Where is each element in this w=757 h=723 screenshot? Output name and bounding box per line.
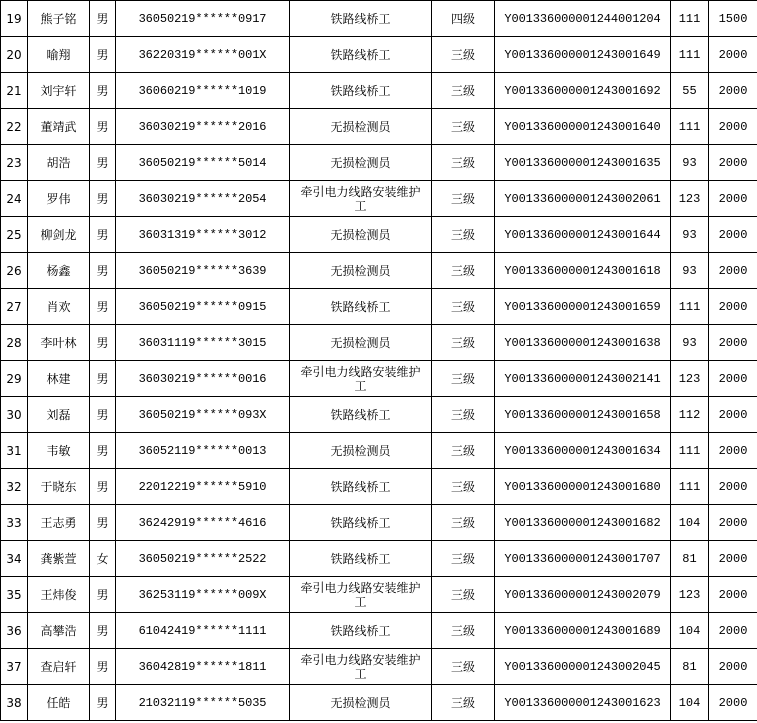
id-number-cell: 21032119******5035	[116, 685, 290, 721]
occupation-label: 铁路线桥工	[330, 83, 391, 98]
table-row	[1, 109, 757, 145]
name-cell: 柳剑龙	[28, 217, 90, 253]
gender-cell: 男	[90, 505, 116, 541]
id-number-cell: 36242919******4616	[116, 505, 290, 541]
table-row	[1, 253, 757, 289]
table-row	[1, 73, 757, 109]
certificate-number-cell: Y001336000001243001658	[495, 397, 671, 433]
score-cell: 93	[671, 145, 709, 181]
occupation-cell	[290, 289, 432, 325]
amount-cell: 2000	[709, 37, 757, 73]
skill-level-cell: 三级	[432, 577, 495, 613]
name-cell: 龚紫萱	[28, 541, 90, 577]
table-row	[1, 145, 757, 181]
occupation-cell	[290, 613, 432, 649]
gender-cell: 男	[90, 217, 116, 253]
gender-cell: 男	[90, 325, 116, 361]
row-number-cell: 26	[1, 253, 28, 289]
score-cell: 112	[671, 397, 709, 433]
occupation-cell	[290, 73, 432, 109]
occupation-label: 牵引电力线路安装维护工	[300, 364, 421, 393]
skill-level-cell: 三级	[432, 289, 495, 325]
certificate-number-cell: Y001336000001243001692	[495, 73, 671, 109]
occupation-cell	[290, 325, 432, 361]
occupation-label: 铁路线桥工	[330, 299, 391, 314]
amount-cell: 2000	[709, 289, 757, 325]
name-cell: 于晓东	[28, 469, 90, 505]
row-number-cell: 22	[1, 109, 28, 145]
table-row	[1, 541, 757, 577]
name-cell: 王炜俊	[28, 577, 90, 613]
id-number-cell: 36031119******3015	[116, 325, 290, 361]
gender-cell: 男	[90, 685, 116, 721]
id-number-cell: 36050219******3639	[116, 253, 290, 289]
occupation-label: 牵引电力线路安装维护工	[300, 652, 421, 681]
name-cell: 杨鑫	[28, 253, 90, 289]
id-number-cell: 22012219******5910	[116, 469, 290, 505]
row-number-cell: 36	[1, 613, 28, 649]
skill-level-cell: 三级	[432, 217, 495, 253]
row-number-cell: 32	[1, 469, 28, 505]
table-body	[1, 1, 757, 721]
certificate-number-cell: Y001336000001243001644	[495, 217, 671, 253]
certificate-number-cell: Y00133600000124400120​4	[495, 1, 671, 37]
occupation-label: 牵引电力线路安装维护工	[300, 580, 421, 609]
name-cell: 刘宇轩	[28, 73, 90, 109]
certificate-number-cell: Y001336000001243002141	[495, 361, 671, 397]
row-number-cell: 19	[1, 1, 28, 37]
occupation-cell	[290, 505, 432, 541]
score-cell: 81	[671, 649, 709, 685]
gender-cell: 男	[90, 361, 116, 397]
gender-cell: 男	[90, 181, 116, 217]
name-cell: 刘磊	[28, 397, 90, 433]
certificate-number-cell: Y001336000001243001623	[495, 685, 671, 721]
occupation-cell	[290, 181, 432, 217]
occupation-label: 无损检测员	[330, 335, 391, 350]
occupation-label: 铁路线桥工	[330, 551, 391, 566]
certificate-number-cell: Y001336000001243001649	[495, 37, 671, 73]
amount-cell: 2000	[709, 685, 757, 721]
id-number-cell: 36030219******2016	[116, 109, 290, 145]
gender-cell: 男	[90, 469, 116, 505]
skill-level-cell: 三级	[432, 469, 495, 505]
amount-cell: 1500	[709, 1, 757, 37]
occupation-cell	[290, 1, 432, 37]
amount-cell: 2000	[709, 577, 757, 613]
amount-cell: 2000	[709, 217, 757, 253]
gender-cell: 男	[90, 397, 116, 433]
score-cell: 123	[671, 361, 709, 397]
gender-cell: 男	[90, 1, 116, 37]
table-row	[1, 577, 757, 613]
row-number-cell: 20	[1, 37, 28, 73]
occupation-cell	[290, 649, 432, 685]
table-row	[1, 325, 757, 361]
id-number-cell: 36042819******1811	[116, 649, 290, 685]
skill-level-cell: 三级	[432, 541, 495, 577]
skill-level-cell: 三级	[432, 433, 495, 469]
occupation-cell	[290, 253, 432, 289]
name-cell: 胡浩	[28, 145, 90, 181]
gender-cell: 男	[90, 109, 116, 145]
id-number-cell: 36220319******001X	[116, 37, 290, 73]
id-number-cell: 36060219******1019	[116, 73, 290, 109]
skill-level-cell: 三级	[432, 109, 495, 145]
score-cell: 123	[671, 181, 709, 217]
name-cell: 查启轩	[28, 649, 90, 685]
skill-level-cell: 三级	[432, 361, 495, 397]
row-number-cell: 29	[1, 361, 28, 397]
occupation-label: 无损检测员	[330, 155, 391, 170]
occupation-label: 铁路线桥工	[330, 479, 391, 494]
id-number-cell: 36052119******0013	[116, 433, 290, 469]
skill-level-cell: 三级	[432, 37, 495, 73]
certificate-number-cell: Y001336000001243001634	[495, 433, 671, 469]
id-number-cell: 36253119******009X	[116, 577, 290, 613]
skill-level-cell: 三级	[432, 685, 495, 721]
occupation-cell	[290, 577, 432, 613]
skill-level-cell: 三级	[432, 613, 495, 649]
certificate-number-cell: Y001336000001243001682	[495, 505, 671, 541]
id-number-cell: 36050219******0915	[116, 289, 290, 325]
name-cell: 喻翔	[28, 37, 90, 73]
row-number-cell: 30	[1, 397, 28, 433]
amount-cell: 2000	[709, 649, 757, 685]
amount-cell: 2000	[709, 145, 757, 181]
name-cell: 高攀浩	[28, 613, 90, 649]
occupation-cell	[290, 109, 432, 145]
row-number-cell: 28	[1, 325, 28, 361]
row-number-cell: 24	[1, 181, 28, 217]
occupation-label: 铁路线桥工	[330, 11, 391, 26]
score-cell: 55	[671, 73, 709, 109]
table-row	[1, 469, 757, 505]
occupation-cell	[290, 217, 432, 253]
certificate-number-cell: Y001336000001243002061	[495, 181, 671, 217]
gender-cell: 男	[90, 253, 116, 289]
score-cell: 93	[671, 325, 709, 361]
skill-level-cell: 三级	[432, 73, 495, 109]
occupation-label: 无损检测员	[330, 263, 391, 278]
table-row	[1, 433, 757, 469]
gender-cell: 男	[90, 649, 116, 685]
id-number-cell: 36031319******3012	[116, 217, 290, 253]
table-row	[1, 217, 757, 253]
occupation-cell	[290, 397, 432, 433]
row-number-cell: 33	[1, 505, 28, 541]
score-cell: 111	[671, 469, 709, 505]
row-number-cell: 25	[1, 217, 28, 253]
certificate-number-cell: Y001336000001243001659	[495, 289, 671, 325]
score-cell: 104	[671, 613, 709, 649]
gender-cell: 男	[90, 613, 116, 649]
certificate-number-cell: Y001336000001243002045	[495, 649, 671, 685]
score-cell: 111	[671, 109, 709, 145]
gender-cell: 男	[90, 289, 116, 325]
certificate-number-cell: Y001336000001243001618	[495, 253, 671, 289]
row-number-cell: 23	[1, 145, 28, 181]
skill-level-cell: 三级	[432, 505, 495, 541]
name-cell: 林建	[28, 361, 90, 397]
id-number-cell: 61042419******1111	[116, 613, 290, 649]
gender-cell: 男	[90, 577, 116, 613]
skill-level-cell: 三级	[432, 253, 495, 289]
gender-cell: 男	[90, 73, 116, 109]
skill-level-cell: 三级	[432, 397, 495, 433]
amount-cell: 2000	[709, 325, 757, 361]
score-cell: 81	[671, 541, 709, 577]
amount-cell: 2000	[709, 397, 757, 433]
certificate-number-cell: Y001336000001243002079	[495, 577, 671, 613]
occupation-label: 无损检测员	[330, 443, 391, 458]
row-number-cell: 38	[1, 685, 28, 721]
amount-cell: 2000	[709, 109, 757, 145]
amount-cell: 2000	[709, 181, 757, 217]
certificate-number-cell: Y001336000001243001689	[495, 613, 671, 649]
skill-level-cell: 三级	[432, 145, 495, 181]
score-cell: 111	[671, 433, 709, 469]
occupation-label: 无损检测员	[330, 119, 391, 134]
occupation-cell	[290, 469, 432, 505]
name-cell: 王志勇	[28, 505, 90, 541]
name-cell: 罗伟	[28, 181, 90, 217]
occupation-cell	[290, 145, 432, 181]
row-number-cell: 37	[1, 649, 28, 685]
certificate-number-cell: Y001336000001243001640	[495, 109, 671, 145]
score-cell: 111	[671, 289, 709, 325]
name-cell: 李叶林	[28, 325, 90, 361]
amount-cell: 2000	[709, 73, 757, 109]
occupation-label: 无损检测员	[330, 695, 391, 710]
amount-cell: 2000	[709, 361, 757, 397]
id-number-cell: 36050219******093X	[116, 397, 290, 433]
table-row	[1, 613, 757, 649]
score-cell: 123	[671, 577, 709, 613]
id-number-cell: 36030219******2054	[116, 181, 290, 217]
id-number-cell: 36050219******0917	[116, 1, 290, 37]
occupation-cell	[290, 433, 432, 469]
amount-cell: 2000	[709, 505, 757, 541]
id-number-cell: 36050219******2522	[116, 541, 290, 577]
row-number-cell: 27	[1, 289, 28, 325]
score-cell: 104	[671, 505, 709, 541]
table-row	[1, 37, 757, 73]
score-cell: 93	[671, 253, 709, 289]
skill-level-cell: 三级	[432, 325, 495, 361]
row-number-cell: 21	[1, 73, 28, 109]
score-cell: 111	[671, 37, 709, 73]
occupation-label: 铁路线桥工	[330, 47, 391, 62]
gender-cell: 男	[90, 145, 116, 181]
name-cell: 任皓	[28, 685, 90, 721]
gender-cell: 男	[90, 433, 116, 469]
name-cell: 董靖武	[28, 109, 90, 145]
occupation-cell	[290, 361, 432, 397]
occupation-label: 牵引电力线路安装维护工	[300, 184, 421, 213]
table-row	[1, 505, 757, 541]
amount-cell: 2000	[709, 469, 757, 505]
table-row	[1, 1, 757, 37]
occupation-label: 无损检测员	[330, 227, 391, 242]
gender-cell: 男	[90, 37, 116, 73]
score-cell: 111	[671, 1, 709, 37]
row-number-cell: 34	[1, 541, 28, 577]
certificate-number-cell: Y001336000001243001680	[495, 469, 671, 505]
occupation-label: 铁路线桥工	[330, 623, 391, 638]
occupation-label: 铁路线桥工	[330, 515, 391, 530]
name-cell: 熊子铭	[28, 1, 90, 37]
skill-level-cell: 三级	[432, 181, 495, 217]
amount-cell: 2000	[709, 433, 757, 469]
certificate-number-cell: Y001336000001243001707	[495, 541, 671, 577]
amount-cell: 2000	[709, 613, 757, 649]
id-number-cell: 36030219******0016	[116, 361, 290, 397]
name-cell: 韦敏	[28, 433, 90, 469]
occupation-cell	[290, 685, 432, 721]
table-row	[1, 649, 757, 685]
table-row	[1, 397, 757, 433]
certificate-number-cell: Y001336000001243001635	[495, 145, 671, 181]
gender-cell: 女	[90, 541, 116, 577]
occupation-label: 铁路线桥工	[330, 407, 391, 422]
id-number-cell: 36050219******5014	[116, 145, 290, 181]
row-number-cell: 35	[1, 577, 28, 613]
score-cell: 104	[671, 685, 709, 721]
table-row	[1, 181, 757, 217]
skill-level-cell: 三级	[432, 649, 495, 685]
certificate-number-cell: Y001336000001243001638	[495, 325, 671, 361]
amount-cell: 2000	[709, 541, 757, 577]
row-number-cell: 31	[1, 433, 28, 469]
score-cell: 93	[671, 217, 709, 253]
table-row	[1, 361, 757, 397]
table-row	[1, 685, 757, 721]
table-row	[1, 289, 757, 325]
name-cell: 肖欢	[28, 289, 90, 325]
occupation-cell	[290, 541, 432, 577]
occupation-cell	[290, 37, 432, 73]
skill-level-cell: 四级	[432, 1, 495, 37]
amount-cell: 2000	[709, 253, 757, 289]
